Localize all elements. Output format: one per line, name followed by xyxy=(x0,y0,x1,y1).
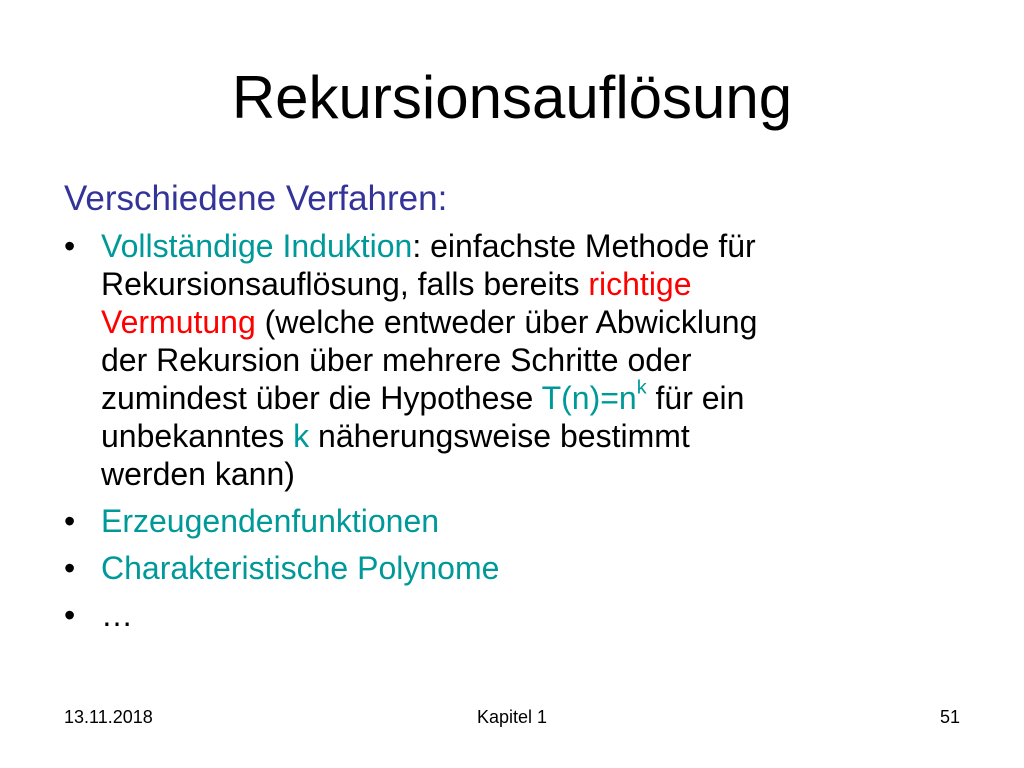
bullet-symbol: • xyxy=(64,597,76,633)
slide-title: Rekursionsauflösung xyxy=(231,64,793,131)
slide-subheading: Verschiedene Verfahren: xyxy=(64,179,448,218)
text-segment: Vermutung xyxy=(101,304,256,340)
bullet-line xyxy=(101,265,964,303)
text-segment: (welche entweder über Abwicklung xyxy=(255,304,758,340)
footer-chapter: Kapitel 1 xyxy=(476,707,548,727)
text-segment: näherungsweise bestimmt xyxy=(309,418,690,454)
bullet-line xyxy=(101,417,964,455)
bullet-symbol: • xyxy=(64,503,76,539)
bullet-symbol: • xyxy=(64,550,76,586)
footer-page-number: 51 xyxy=(939,707,960,727)
text-segment: werden kann) xyxy=(101,456,295,492)
footer-date: 13.11.2018 xyxy=(64,707,153,727)
text-segment: für ein xyxy=(646,380,745,416)
text-segment: Rekursionsauflösung, falls bereits xyxy=(101,266,589,302)
text-segment: k xyxy=(293,418,310,454)
bullet-line xyxy=(101,549,964,587)
text-segment: unbekanntes xyxy=(101,418,294,454)
bullet-line xyxy=(101,227,964,265)
text-segment: k xyxy=(636,376,647,399)
text-segment: Erzeugendenfunktionen xyxy=(101,503,440,539)
text-segment: Vollständige Induktion xyxy=(101,228,413,264)
bullet-item xyxy=(64,549,964,587)
bullet-item xyxy=(64,502,964,540)
bullet-list xyxy=(64,227,964,643)
bullet-line xyxy=(101,596,964,634)
bullet-line xyxy=(101,502,964,540)
text-segment: zumindest über die Hypothese xyxy=(101,380,542,416)
bullet-item xyxy=(64,596,964,634)
text-segment: … xyxy=(101,597,133,633)
bullet-line xyxy=(101,376,964,417)
text-segment: richtige xyxy=(588,266,692,302)
text-segment: : einfachste Methode für xyxy=(412,228,756,264)
text-segment: T(n)=n xyxy=(541,380,637,416)
bullet-line xyxy=(101,303,964,341)
bullet-line xyxy=(101,341,964,379)
bullet-line xyxy=(101,455,964,493)
text-segment: der Rekursion über mehrere Schritte oder xyxy=(101,342,692,378)
bullet-symbol: • xyxy=(64,228,76,264)
bullet-item xyxy=(64,227,964,493)
text-segment: Charakteristische Polynome xyxy=(101,550,500,586)
